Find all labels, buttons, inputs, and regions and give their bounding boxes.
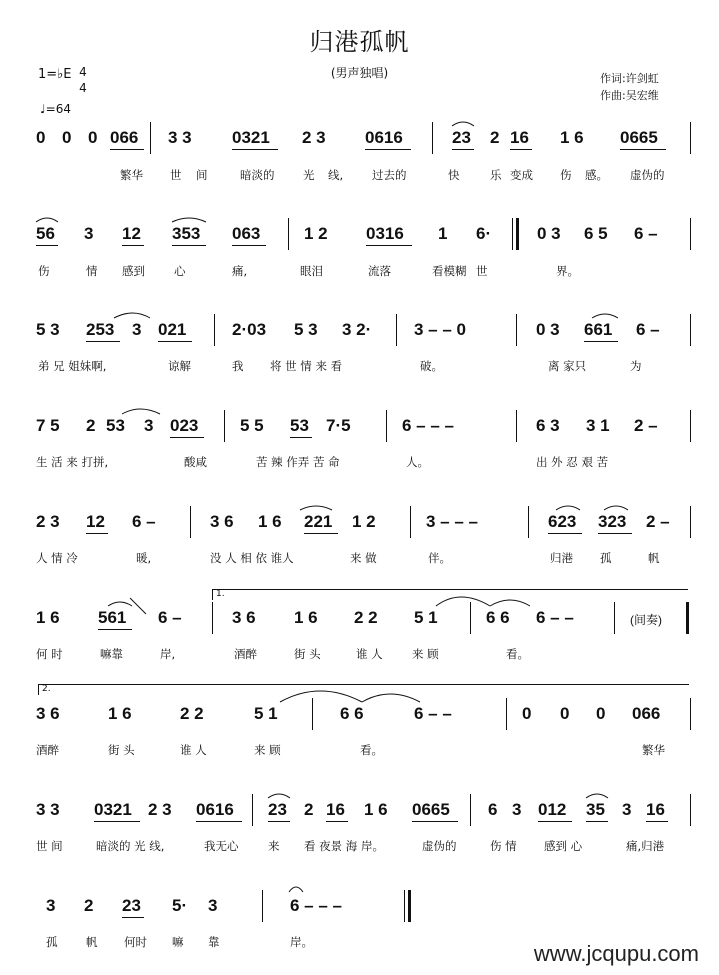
lyric: 帆	[86, 935, 98, 949]
slur	[280, 691, 362, 702]
note-group: 16	[510, 128, 529, 147]
note-group: 0	[36, 128, 46, 147]
lyric: 酸咸	[184, 455, 207, 469]
lyric: 何 时	[36, 647, 63, 661]
note-group: 3 6	[210, 512, 234, 531]
note-group: 3 2·	[342, 320, 372, 339]
lyric: 变成	[510, 168, 533, 182]
slur	[268, 794, 290, 798]
meter-bottom: 4	[79, 81, 87, 95]
lyric: 感到 心	[544, 839, 583, 853]
slur	[436, 597, 490, 606]
note-group: 1 6	[36, 608, 60, 627]
note-group: 7·5	[326, 416, 351, 435]
fermata	[289, 887, 303, 892]
slur	[36, 218, 58, 222]
note-group: 0	[62, 128, 72, 147]
lyric: 虚伪的	[422, 839, 457, 853]
slur	[490, 600, 530, 606]
note-group: 221	[304, 512, 333, 531]
note-group: 6 6	[486, 608, 510, 627]
note-group: 353	[172, 224, 201, 243]
note-group: 021	[158, 320, 187, 339]
slur	[300, 506, 332, 510]
note-group: 6 – –	[536, 608, 574, 627]
key-signature: 1=♭E	[38, 67, 72, 82]
glissando-mark	[130, 598, 146, 614]
lyric: 痛,	[232, 264, 248, 278]
lyric: 我无心	[204, 839, 239, 853]
note-group: 0 3	[537, 224, 561, 243]
note-group: 3 6	[232, 608, 256, 627]
note-group: 2·03	[232, 320, 267, 339]
lyric: 我	[232, 359, 244, 373]
note-group: 16	[326, 800, 345, 819]
lyric: 眼泪	[300, 264, 323, 278]
lyric: 苦 辣 作弄 苦 命	[256, 455, 340, 469]
note-group: 7 5	[36, 416, 60, 435]
lyric: 破。	[420, 359, 443, 373]
note-group: 5 1	[254, 704, 278, 723]
note-group: 012	[538, 800, 567, 819]
lyric: 世	[476, 264, 488, 278]
slur	[604, 506, 628, 510]
lyric: 看模糊	[432, 264, 467, 278]
lyric: 嘛靠	[100, 647, 123, 661]
note-group: 6 –	[634, 224, 658, 243]
note-group: 1 6	[364, 800, 388, 819]
note-group: 35	[586, 800, 605, 819]
lyric: 归港	[550, 551, 573, 565]
note-group: 6 – – –	[290, 896, 342, 915]
note-group: 023	[170, 416, 199, 435]
note-group: 6·	[476, 224, 492, 243]
lyric: 看 夜景 海 岸。	[304, 839, 384, 853]
slur	[172, 218, 206, 222]
lyric: 看。	[506, 647, 529, 661]
lyric: 看。	[360, 743, 383, 757]
lyric: 生 活 来 打拼,	[36, 455, 109, 469]
note-group: 066	[632, 704, 661, 723]
note-group: 3	[622, 800, 632, 819]
lyric: 光	[303, 168, 315, 182]
note-group: 2 3	[148, 800, 172, 819]
volta-number: 1.	[216, 589, 225, 599]
note-group: 3	[84, 224, 94, 243]
note-group: 1 6	[560, 128, 584, 147]
lyric: 情	[86, 264, 98, 278]
note-group: 12	[122, 224, 141, 243]
note-group: 0	[88, 128, 98, 147]
note-group: 2	[490, 128, 500, 147]
note-group: 2 3	[302, 128, 326, 147]
song-subtitle: (男声独唱)	[330, 66, 389, 80]
lyric: 繁华	[642, 743, 665, 757]
lyric: 感到	[122, 264, 145, 278]
slur	[108, 602, 132, 606]
lyric: 离 家只	[548, 359, 587, 373]
lyric: 来 顾	[412, 647, 439, 661]
lyric: 线,	[328, 168, 344, 182]
note-group: 253	[86, 320, 115, 339]
note-group: 1 6	[258, 512, 282, 531]
meter-top: 4	[79, 65, 87, 79]
lyric: 界。	[556, 264, 579, 278]
lyric: 孤	[46, 935, 58, 949]
note-group: 3	[144, 416, 154, 435]
note-group: 3	[46, 896, 56, 915]
note-group: 3	[132, 320, 142, 339]
note-group: 2	[86, 416, 96, 435]
note-group: 3 6	[36, 704, 60, 723]
note-group: 063	[232, 224, 261, 243]
note-group: 6 – –	[414, 704, 452, 723]
lyric: 帆	[648, 551, 660, 565]
note-group: 1 6	[108, 704, 132, 723]
lyric: 将 世 情 来 看	[270, 359, 343, 373]
note-group: 3 – – –	[426, 512, 478, 531]
lyric: 酒醉	[234, 647, 257, 661]
note-group: 6 –	[158, 608, 182, 627]
lyric: 间	[196, 168, 208, 182]
lyric: 虚伪的	[630, 168, 665, 182]
lyric: 谁 人	[356, 647, 383, 661]
lyric: 来 做	[350, 551, 377, 565]
lyric: 感。	[585, 168, 608, 182]
note-group: 2 –	[634, 416, 658, 435]
note-group: 5·	[172, 896, 188, 915]
note-group: 3	[512, 800, 522, 819]
slur	[592, 314, 618, 318]
lyric: 快	[448, 168, 460, 182]
note-group: 0316	[366, 224, 404, 243]
note-group: 323	[598, 512, 627, 531]
note-group: 6 –	[132, 512, 156, 531]
note-group: 2 3	[36, 512, 60, 531]
lyric: 心	[174, 264, 186, 278]
slur	[586, 794, 608, 798]
note-group: 5 1	[414, 608, 438, 627]
slur	[362, 694, 420, 702]
note-group: 0	[522, 704, 532, 723]
lyric: 暗淡的	[240, 168, 275, 182]
note-group: 12	[86, 512, 105, 531]
lyric: 伤	[38, 264, 50, 278]
lyric: 伴。	[428, 551, 451, 565]
note-group: 6 5	[584, 224, 608, 243]
lyric: 来 顾	[254, 743, 281, 757]
lyric: 乐	[490, 168, 502, 182]
note-group: 2 2	[354, 608, 378, 627]
watermark: www.jcqupu.com	[533, 941, 699, 966]
note-group: 16	[646, 800, 665, 819]
lyric: 酒醉	[36, 743, 59, 757]
note-group: 561	[98, 608, 127, 627]
note-group: 3 1	[586, 416, 610, 435]
note-group: 5 3	[36, 320, 60, 339]
lyric: 痛,归港	[626, 839, 665, 853]
note-group: 0	[596, 704, 606, 723]
note-group: 3 3	[168, 128, 192, 147]
lyric: 街 头	[108, 743, 135, 757]
lyric: 何时	[124, 935, 147, 949]
note-group: 0321	[94, 800, 132, 819]
interlude-mark: (间奏)	[630, 613, 662, 627]
lyric: 暗淡的 光 线,	[96, 839, 165, 853]
lyricist-credit: 作词:许剑虹	[600, 72, 659, 85]
note-group: 3 – – 0	[414, 320, 466, 339]
lyric: 嘛	[172, 935, 184, 949]
note-group: 56	[36, 224, 55, 243]
volta-number: 2.	[42, 684, 51, 694]
note-group: 23	[452, 128, 471, 147]
note-group: 3 3	[36, 800, 60, 819]
lyric: 世	[170, 168, 182, 182]
note-group: 2	[304, 800, 314, 819]
note-group: 1	[438, 224, 448, 243]
note-group: 6 – – –	[402, 416, 454, 435]
lyric: 世 间	[36, 839, 63, 853]
slur	[452, 122, 474, 126]
song-title: 归港孤帆	[309, 28, 410, 56]
tempo-mark: ♩=64	[40, 102, 71, 116]
note-group: 1 6	[294, 608, 318, 627]
note-group: 23	[122, 896, 141, 915]
slur	[122, 409, 160, 414]
note-group: 5 3	[294, 320, 318, 339]
lyric: 谁 人	[180, 743, 207, 757]
note-group: 0 3	[536, 320, 560, 339]
lyric: 没 人 相 依 谁人	[210, 551, 294, 565]
note-group: 0	[560, 704, 570, 723]
note-group: 53	[106, 416, 125, 435]
note-group: 5 5	[240, 416, 264, 435]
note-group: 0321	[232, 128, 270, 147]
lyric: 人。	[406, 455, 429, 469]
composer-credit: 作曲:吴宏维	[600, 89, 659, 102]
note-group: 3	[208, 896, 218, 915]
lyric: 靠	[208, 935, 220, 949]
lyric: 伤	[560, 168, 572, 182]
note-group: 6	[488, 800, 498, 819]
note-group: 6 3	[536, 416, 560, 435]
note-group: 23	[268, 800, 287, 819]
lyric: 来	[268, 839, 280, 853]
note-group: 2 –	[646, 512, 670, 531]
note-group: 0616	[365, 128, 403, 147]
note-group: 6 6	[340, 704, 364, 723]
lyric: 人 情 冷	[36, 551, 78, 565]
note-group: 066	[110, 128, 139, 147]
lyric: 伤 情	[490, 839, 517, 853]
lyric: 岸,	[160, 647, 176, 661]
note-group: 0665	[620, 128, 658, 147]
note-group: 1 2	[352, 512, 376, 531]
note-group: 1 2	[304, 224, 328, 243]
lyric: 孤	[600, 551, 612, 565]
note-group: 2 2	[180, 704, 204, 723]
note-group: 0616	[196, 800, 234, 819]
note-group: 623	[548, 512, 577, 531]
note-group: 0665	[412, 800, 450, 819]
lyric: 流落	[368, 264, 391, 278]
note-group: 53	[290, 416, 309, 435]
lyric: 暖,	[136, 551, 152, 565]
lyric: 为	[630, 359, 642, 373]
lyric: 繁华	[120, 168, 143, 182]
lyric: 弟 兄 姐妹啊,	[38, 359, 107, 373]
lyric: 岸。	[290, 935, 313, 949]
lyric: 街 头	[294, 647, 321, 661]
note-group: 661	[584, 320, 613, 339]
note-group: 2	[84, 896, 94, 915]
lyric: 出 外 忍 艰 苦	[536, 455, 609, 469]
slur	[114, 313, 150, 318]
lyric: 过去的	[372, 168, 407, 182]
slur	[556, 506, 580, 510]
note-group: 6 –	[636, 320, 660, 339]
lyric: 谅解	[168, 359, 191, 373]
